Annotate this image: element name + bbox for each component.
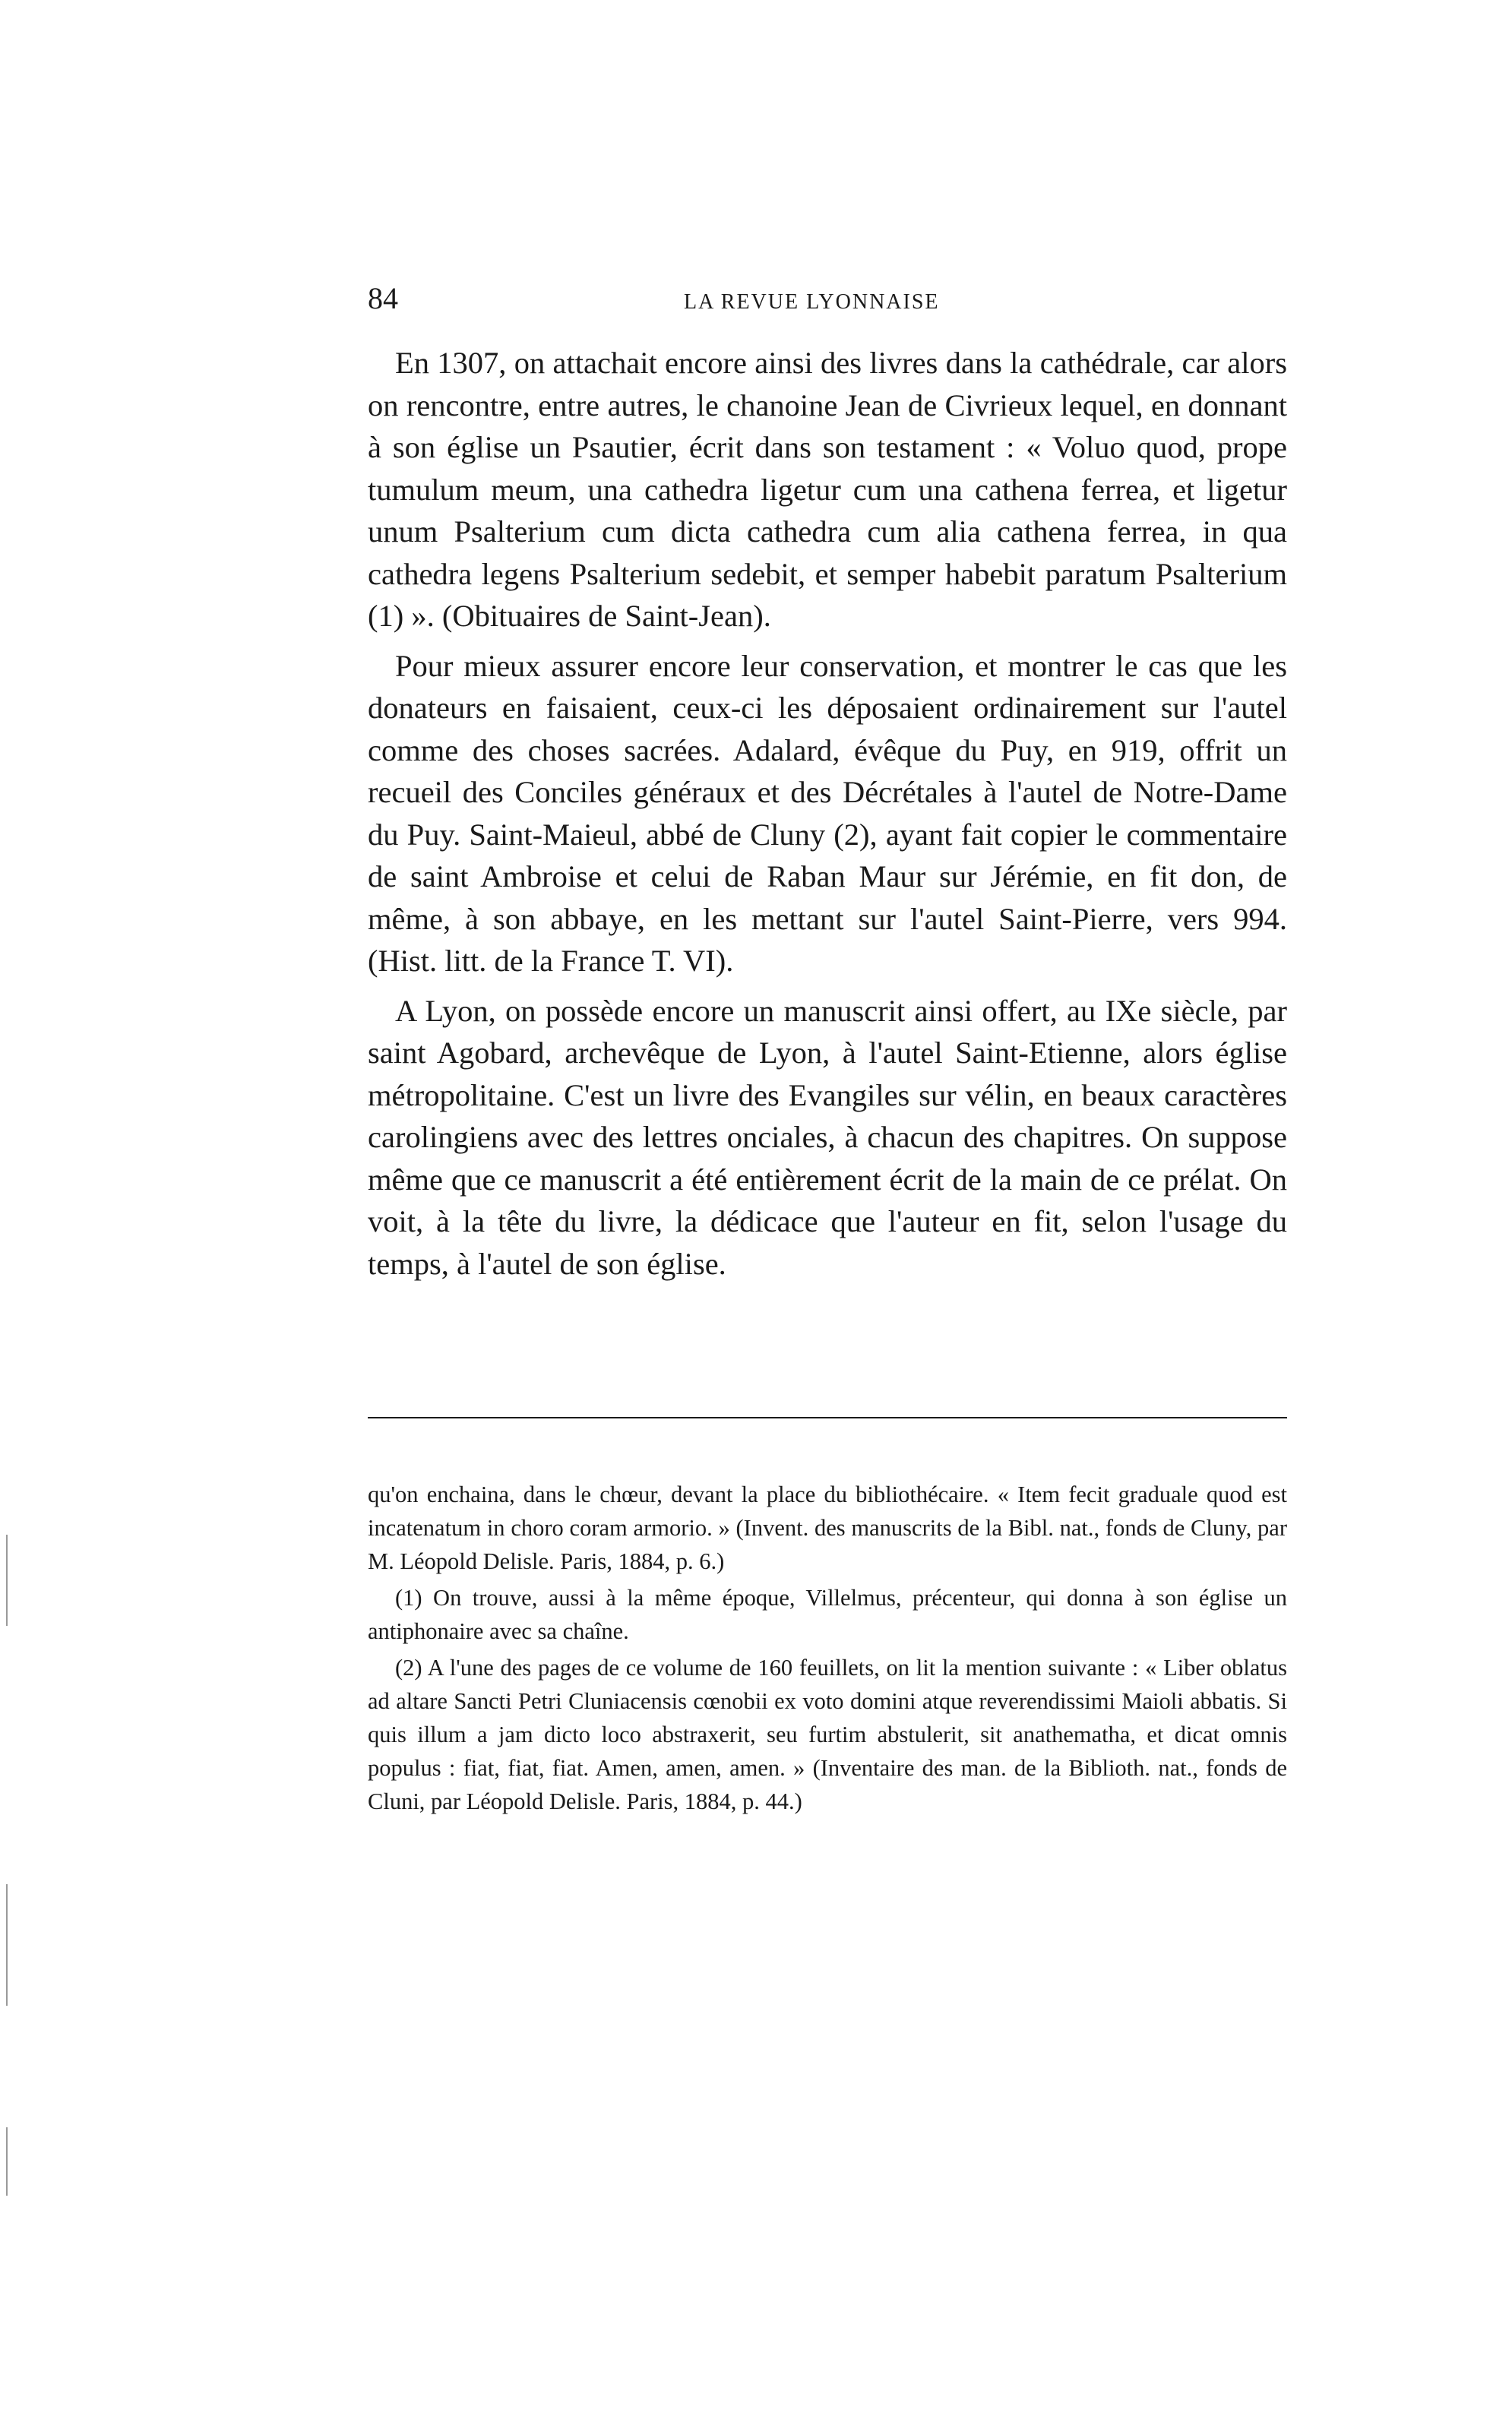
- footnote-continuation: qu'on enchaina, dans le chœur, devant la place du bibliothécaire. « Item fecit graduale quod est incatenatum in choro coram armorio. » (Invent. des manuscrits de la Bibl. nat., fonds de Cluny, par M. Léopold Delisle. Paris, 1884, p. 6.): [368, 1482, 1287, 1574]
- main-text: [368, 342, 1287, 1292]
- page-number: 84: [368, 281, 398, 315]
- running-head: LA REVUE LYONNAISE: [684, 290, 940, 314]
- footnote-1: (1) On trouve, aussi à la même époque, Villelmus, précenteur, qui donna à son église un antiphonaire avec sa chaîne.: [368, 1585, 1287, 1644]
- scan-margin-mark: [6, 1884, 8, 2006]
- scan-margin-mark: [6, 2127, 8, 2196]
- footnote-separator: [368, 1417, 1287, 1418]
- footnotes: [368, 1478, 1287, 1821]
- paragraph-3: A Lyon, on possède encore un manuscrit ainsi offert, au IXe siècle, par saint Agobard, archevêque de Lyon, à l'autel Saint-Etienne, alors église métropolitaine. C'est un livre des Evangiles sur vélin, en beaux caractères carolingiens avec des lettres onciales, à chacun des chapitres. On suppose même que ce manuscrit a été entièrement écrit de la main de ce prélat. On voit, à la tête du livre, la dédicace que l'auteur en fit, selon l'usage du temps, à l'autel de son église.: [368, 993, 1287, 1281]
- paragraph-2: Pour mieux assurer encore leur conservation, et montrer le cas que les donateurs en faisaient, ceux-ci les déposaient ordinairement sur l'autel comme des choses sacrées. Adalard, évêque du Puy, en 919, offrit un recueil des Conciles généraux et des Décrétales à l'autel de Notre-Dame du Puy. Saint-Maieul, abbé de Cluny (2), ayant fait copier le commentaire de saint Ambroise et celui de Raban Maur sur Jérémie, en fit don, de même, à son abbaye, en les mettant sur l'autel Saint-Pierre, vers 994. (Hist. litt. de la France T. VI).: [368, 648, 1287, 978]
- scan-margin-mark: [6, 1535, 8, 1626]
- paragraph-1: En 1307, on attachait encore ainsi des livres dans la cathédrale, car alors on rencontre, entre autres, le chanoine Jean de Civrieux lequel, en donnant à son église un Psautier, écrit dans son testament : « Voluo quod, prope tumulum meum, una cathedra ligetur cum una cathena ferrea, et ligetur unum Psalterium cum dicta cathedra cum alia cathena ferrea, in qua cathedra legens Psalterium sedebit, et semper habebit paratum Psalterium (1) ». (Obituaires de Saint-Jean).: [368, 346, 1287, 633]
- footnote-2: (2) A l'une des pages de ce volume de 160 feuillets, on lit la mention suivante : « Liber oblatus ad altare Sancti Petri Cluniacensis cœnobii ex voto domini atque reverendissimi Maioli abbatis. Si quis illum a jam dicto loco abstraxerit, seu furtim abstulerit, sit anathematha, et dicat omnis populus : fiat, fiat, fiat. Amen, amen, amen. » (Inventaire des man. de la Biblioth. nat., fonds de Cluni, par Léopold Delisle. Paris, 1884, p. 44.): [368, 1655, 1287, 1814]
